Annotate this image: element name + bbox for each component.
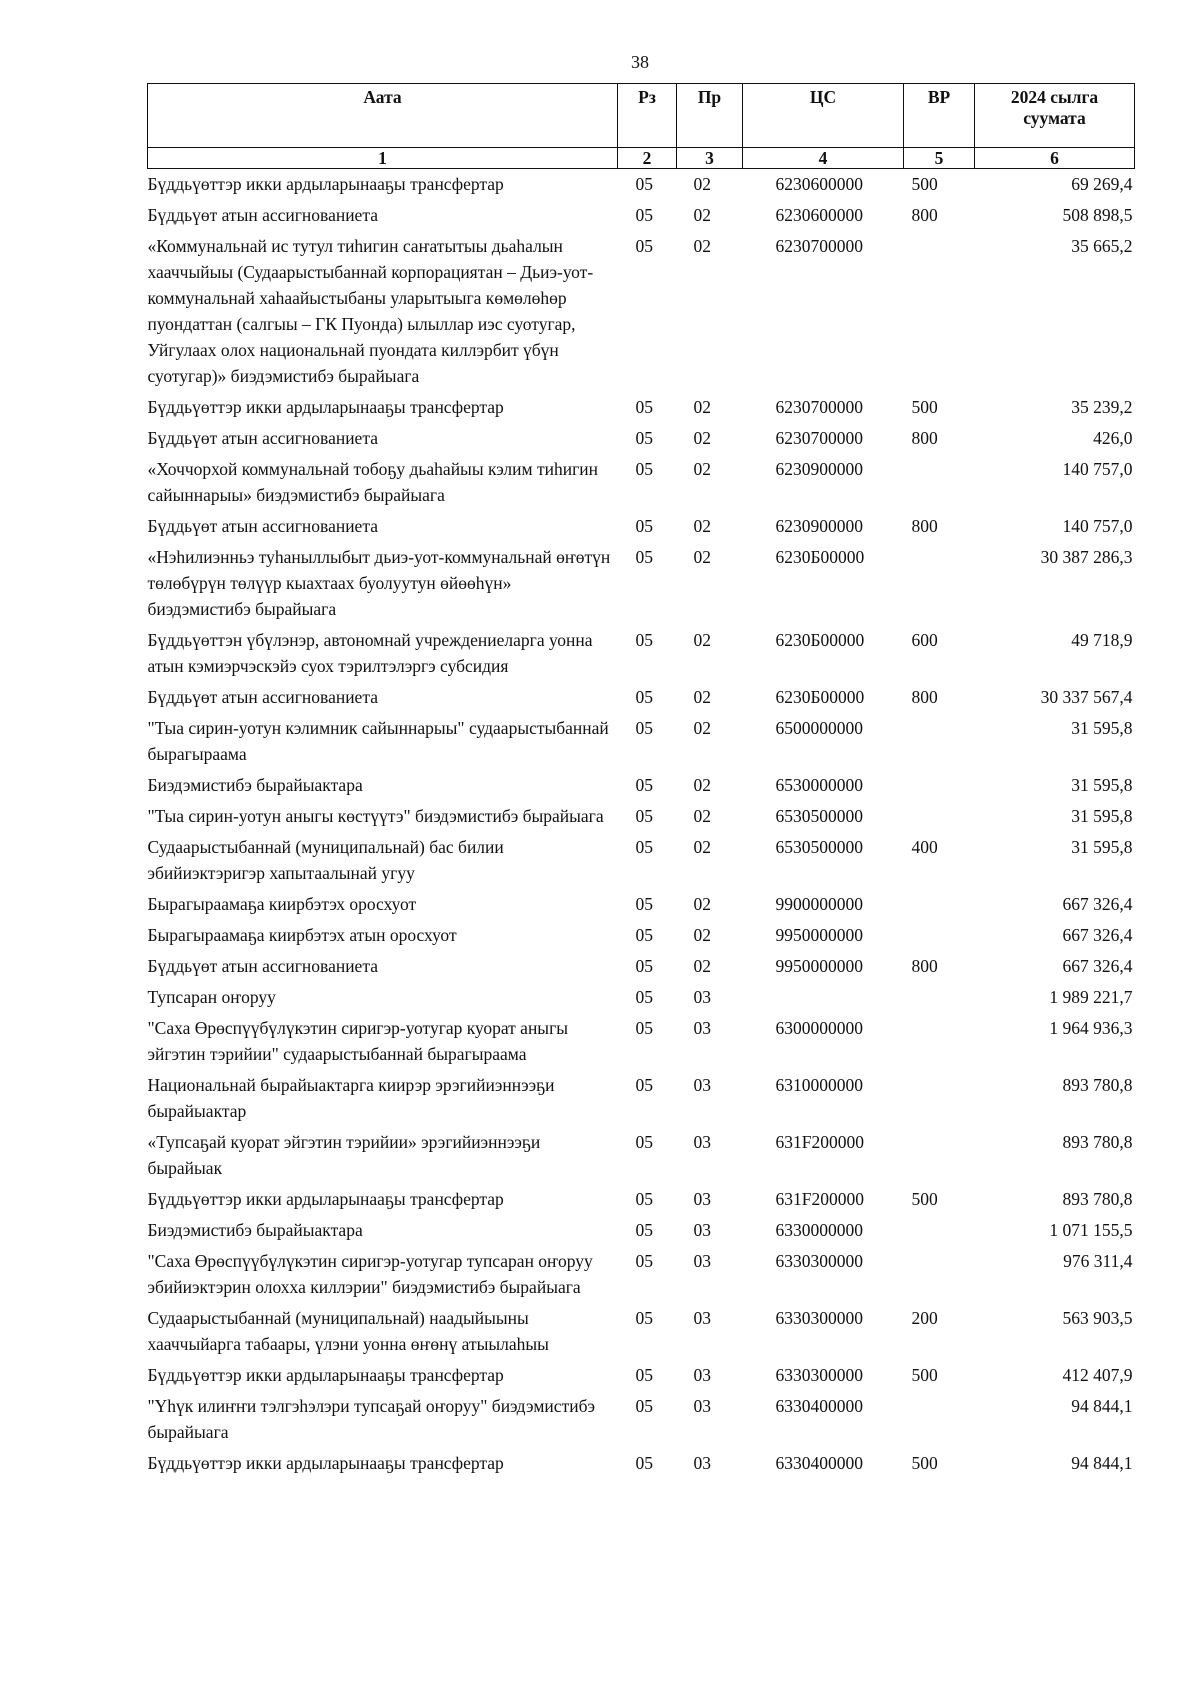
row-pr: 03 bbox=[693, 1308, 711, 1328]
row-cs: 6500000000 bbox=[775, 718, 863, 738]
row-cs: 6530500000 bbox=[775, 806, 863, 826]
row-vr: 500 bbox=[911, 1453, 938, 1473]
row-rz: 05 bbox=[635, 630, 653, 650]
table-row bbox=[148, 1360, 1135, 1391]
row-vr: 800 bbox=[911, 205, 938, 225]
row-name: Бырагыраамаҕа киирбэтэх атын оросхуот bbox=[147, 925, 457, 945]
row-sum: 1 071 155,5 bbox=[1049, 1220, 1133, 1240]
table-row bbox=[148, 1303, 1135, 1360]
table-row bbox=[148, 200, 1135, 231]
row-cs: 6230Б00000 bbox=[775, 547, 865, 567]
row-pr: 03 bbox=[693, 1251, 711, 1271]
row-cs: 6530000000 bbox=[775, 775, 863, 795]
row-cs: 6230700000 bbox=[775, 428, 863, 448]
row-name: Биэдэмистибэ бырайыактара bbox=[147, 775, 363, 795]
row-pr: 02 bbox=[693, 547, 711, 567]
row-name: "Үһүк илиҥҥи тэлгэһэлэри тупсаҕай оҥоруу" биэдэмистибэ бырайыага bbox=[147, 1396, 595, 1442]
row-rz: 05 bbox=[635, 775, 653, 795]
column-number: 5 bbox=[904, 148, 975, 169]
row-rz: 05 bbox=[635, 547, 653, 567]
row-pr: 03 bbox=[693, 1220, 711, 1240]
row-cs: 6330300000 bbox=[775, 1365, 863, 1385]
row-name: «Хоччорхой коммунальнай тобоҕу дьаһайыы кэлим тиһигин сайыннарыы» биэдэмистибэ бырайыага bbox=[147, 459, 598, 505]
row-name: Судаарыстыбаннай (муниципальнай) наадыйыыны хааччыйарга табаары, үлэни уонна өҥөнү атыылаһыы bbox=[147, 1308, 549, 1354]
row-sum: 94 844,1 bbox=[1071, 1453, 1133, 1473]
row-cs bbox=[743, 982, 904, 1013]
table-row bbox=[148, 832, 1135, 889]
row-cs: 6330300000 bbox=[775, 1308, 863, 1328]
row-pr: 03 bbox=[693, 1396, 711, 1416]
row-vr: 400 bbox=[911, 837, 938, 857]
row-rz: 05 bbox=[635, 1075, 653, 1095]
row-vr bbox=[904, 801, 975, 832]
row-pr: 02 bbox=[693, 956, 711, 976]
row-pr: 02 bbox=[693, 894, 711, 914]
row-cs: 6330000000 bbox=[775, 1220, 863, 1240]
row-cs: 9950000000 bbox=[775, 925, 863, 945]
row-cs: 6310000000 bbox=[775, 1075, 863, 1095]
row-name: Бүддьүөт атын ассигнованиета bbox=[147, 205, 378, 225]
row-name: Бүддьүөт атын ассигнованиета bbox=[147, 516, 378, 536]
row-rz: 05 bbox=[635, 397, 653, 417]
row-vr bbox=[904, 1215, 975, 1246]
row-cs: 6230900000 bbox=[775, 459, 863, 479]
row-pr: 02 bbox=[693, 174, 711, 194]
row-name: "Саха Өрөспүүбүлүкэтин сиригэр-уотугар куорат аныгы эйгэтин тэрийии" судаарыстыбаннай бырагыраама bbox=[147, 1018, 569, 1064]
row-vr bbox=[904, 713, 975, 770]
row-rz: 05 bbox=[635, 516, 653, 536]
row-sum: 976 311,4 bbox=[1063, 1251, 1133, 1271]
row-vr bbox=[904, 889, 975, 920]
row-sum: 893 780,8 bbox=[1062, 1075, 1133, 1095]
row-pr: 02 bbox=[693, 806, 711, 826]
row-sum: 30 387 286,3 bbox=[1040, 547, 1133, 567]
table-row bbox=[148, 511, 1135, 542]
row-name: Бүддьүөттэр икки ардыларынааҕы трансфертар bbox=[147, 1453, 504, 1473]
table-body bbox=[148, 169, 1135, 1480]
row-pr: 02 bbox=[693, 718, 711, 738]
row-vr: 800 bbox=[911, 516, 938, 536]
table-row bbox=[148, 920, 1135, 951]
table-header-row bbox=[148, 84, 1135, 148]
row-cs: 6330300000 bbox=[775, 1251, 863, 1271]
row-vr bbox=[904, 770, 975, 801]
row-sum: 35 239,2 bbox=[1071, 397, 1133, 417]
table-row bbox=[148, 1215, 1135, 1246]
row-rz: 05 bbox=[635, 236, 653, 256]
row-name: Бүддьүөттэр икки ардыларынааҕы трансфертар bbox=[147, 1189, 504, 1209]
row-cs: 6530500000 bbox=[775, 837, 863, 857]
table-row bbox=[148, 1070, 1135, 1127]
row-sum: 31 595,8 bbox=[1071, 718, 1133, 738]
row-rz: 05 bbox=[635, 1132, 653, 1152]
row-sum: 426,0 bbox=[1093, 428, 1133, 448]
row-name: Бүддьүөттэр икки ардыларынааҕы трансфертар bbox=[147, 174, 504, 194]
row-sum: 35 665,2 bbox=[1071, 236, 1133, 256]
row-cs: 6230600000 bbox=[775, 205, 863, 225]
row-pr: 02 bbox=[693, 775, 711, 795]
row-vr: 500 bbox=[911, 174, 938, 194]
table-row bbox=[148, 169, 1135, 201]
row-sum: 563 903,5 bbox=[1062, 1308, 1133, 1328]
table-row bbox=[148, 1391, 1135, 1448]
row-name: "Тыа сирин-уотун кэлимник сайыннарыы" судаарыстыбаннай бырагыраама bbox=[147, 718, 609, 764]
row-name: Бүддьүөттэр икки ардыларынааҕы трансфертар bbox=[147, 397, 504, 417]
table-row bbox=[148, 982, 1135, 1013]
column-number: 6 bbox=[975, 148, 1135, 169]
row-pr: 03 bbox=[693, 1132, 711, 1152]
row-vr bbox=[904, 1013, 975, 1070]
row-vr: 800 bbox=[911, 956, 938, 976]
row-rz: 05 bbox=[635, 205, 653, 225]
table-row bbox=[148, 231, 1135, 392]
row-rz: 05 bbox=[635, 174, 653, 194]
column-number: 3 bbox=[677, 148, 743, 169]
row-cs: 9950000000 bbox=[775, 956, 863, 976]
row-cs: 6230Б00000 bbox=[775, 687, 865, 707]
row-sum: 30 337 567,4 bbox=[1040, 687, 1133, 707]
row-name: «Коммунальнай ис тутул тиһигин саҥатытыы дьаһалын хааччыйыы (Судаарыстыбаннай корпорациятан – Дьиэ-уот-коммунальнай хаһаайыстыбаны уларытыыга көмөлөһөр пуондаттан (салгыы – ГК Пуонда) ылыллар иэс суотугар, Уйгулаах олох национальнай пуондата киллэрбит үбүн суотугар)» биэдэмистибэ бырайыага bbox=[147, 236, 594, 386]
row-pr: 02 bbox=[693, 397, 711, 417]
row-name: Бүддьүөттэн үбүлэнэр, автономнай учреждениеларга уонна атын кэмиэрчэскэйэ суох тэрилтэлэргэ субсидия bbox=[147, 630, 593, 676]
row-sum: 667 326,4 bbox=[1062, 894, 1133, 914]
row-rz: 05 bbox=[635, 428, 653, 448]
row-rz: 05 bbox=[635, 1220, 653, 1240]
row-pr: 02 bbox=[693, 516, 711, 536]
row-vr: 200 bbox=[911, 1308, 938, 1328]
row-pr: 03 bbox=[693, 1365, 711, 1385]
row-rz: 05 bbox=[635, 1189, 653, 1209]
column-number: 1 bbox=[148, 148, 618, 169]
row-pr: 03 bbox=[693, 1453, 711, 1473]
row-sum: 1 989 221,7 bbox=[1049, 987, 1133, 1007]
row-sum: 667 326,4 bbox=[1062, 925, 1133, 945]
row-name: Бырагыраамаҕа киирбэтэх оросхуот bbox=[147, 894, 417, 914]
row-rz: 05 bbox=[635, 806, 653, 826]
table-row bbox=[148, 770, 1135, 801]
table-row bbox=[148, 423, 1135, 454]
row-name: "Тыа сирин-уотун аныгы көстүүтэ" биэдэмистибэ бырайыага bbox=[147, 806, 604, 826]
row-vr: 600 bbox=[911, 630, 938, 650]
row-vr: 500 bbox=[911, 1365, 938, 1385]
row-rz: 05 bbox=[635, 1251, 653, 1271]
row-rz: 05 bbox=[635, 1396, 653, 1416]
row-sum: 69 269,4 bbox=[1071, 174, 1133, 194]
table-row bbox=[148, 454, 1135, 511]
row-vr bbox=[904, 1070, 975, 1127]
row-cs: 6230600000 bbox=[775, 174, 863, 194]
row-vr bbox=[904, 1127, 975, 1184]
header-name: Аата bbox=[148, 84, 618, 148]
row-rz: 05 bbox=[635, 894, 653, 914]
row-pr: 03 bbox=[693, 1018, 711, 1038]
row-cs: 6230700000 bbox=[775, 236, 863, 256]
row-vr: 800 bbox=[911, 687, 938, 707]
row-name: Бүддьүөт атын ассигнованиета bbox=[147, 956, 378, 976]
row-rz: 05 bbox=[635, 459, 653, 479]
row-name: Бүддьүөттэр икки ардыларынааҕы трансфертар bbox=[147, 1365, 504, 1385]
row-sum: 31 595,8 bbox=[1071, 837, 1133, 857]
table-row bbox=[148, 1184, 1135, 1215]
row-name: Судаарыстыбаннай (муниципальнай) бас билии эбийиэктэригэр хапытаалынай угуу bbox=[147, 837, 504, 883]
table-row bbox=[148, 1246, 1135, 1303]
row-cs: 631F200000 bbox=[775, 1189, 864, 1209]
row-cs: 6230700000 bbox=[775, 397, 863, 417]
row-cs: 6330400000 bbox=[775, 1396, 863, 1416]
row-sum: 893 780,8 bbox=[1062, 1132, 1133, 1152]
row-vr bbox=[904, 454, 975, 511]
row-cs: 9900000000 bbox=[775, 894, 863, 914]
table-row bbox=[148, 682, 1135, 713]
header-rz: Рз bbox=[618, 84, 677, 148]
column-number-row bbox=[148, 148, 1135, 169]
row-rz: 05 bbox=[635, 1365, 653, 1385]
row-pr: 03 bbox=[693, 1189, 711, 1209]
table-row bbox=[148, 889, 1135, 920]
row-cs: 6230900000 bbox=[775, 516, 863, 536]
row-vr bbox=[904, 1391, 975, 1448]
row-rz: 05 bbox=[635, 837, 653, 857]
row-rz: 05 bbox=[635, 956, 653, 976]
row-pr: 03 bbox=[693, 987, 711, 1007]
page-number: 38 bbox=[631, 52, 649, 72]
row-name: Бүддьүөт атын ассигнованиета bbox=[147, 428, 378, 448]
row-name: Бүддьүөт атын ассигнованиета bbox=[147, 687, 378, 707]
table-row bbox=[148, 625, 1135, 682]
row-sum: 508 898,5 bbox=[1062, 205, 1133, 225]
row-name: Национальнай бырайыактарга киирэр эрэгийиэннээҕи бырайыактар bbox=[147, 1075, 555, 1121]
row-sum: 94 844,1 bbox=[1071, 1396, 1133, 1416]
row-pr: 02 bbox=[693, 205, 711, 225]
table-row bbox=[148, 801, 1135, 832]
row-sum: 31 595,8 bbox=[1071, 775, 1133, 795]
row-rz: 05 bbox=[635, 925, 653, 945]
budget-table bbox=[147, 83, 1135, 1479]
row-pr: 02 bbox=[693, 236, 711, 256]
row-name: «Нэһилиэнньэ туһаныллыбыт дьиэ-уот-коммунальнай өҥөтүн төлөбүрүн төлүүр кыахтаах буолуутун өйөөһүн» биэдэмистибэ бырайыага bbox=[147, 547, 611, 619]
row-pr: 02 bbox=[693, 459, 711, 479]
row-pr: 02 bbox=[693, 687, 711, 707]
table-row bbox=[148, 1448, 1135, 1479]
table-row bbox=[148, 1127, 1135, 1184]
row-name: Биэдэмистибэ бырайыактара bbox=[147, 1220, 363, 1240]
header-pr: Пр bbox=[677, 84, 743, 148]
row-sum: 140 757,0 bbox=[1062, 516, 1133, 536]
header-cs: ЦС bbox=[743, 84, 904, 148]
row-name: Тупсаран оҥоруу bbox=[147, 987, 276, 1007]
row-vr bbox=[904, 231, 975, 392]
row-cs: 6300000000 bbox=[775, 1018, 863, 1038]
table-row bbox=[148, 713, 1135, 770]
row-sum: 1 964 936,3 bbox=[1049, 1018, 1133, 1038]
row-sum: 893 780,8 bbox=[1062, 1189, 1133, 1209]
column-number: 4 bbox=[743, 148, 904, 169]
row-vr bbox=[904, 542, 975, 625]
row-vr: 500 bbox=[911, 1189, 938, 1209]
row-cs: 631F200000 bbox=[775, 1132, 864, 1152]
row-cs: 6330400000 bbox=[775, 1453, 863, 1473]
row-rz: 05 bbox=[635, 1453, 653, 1473]
table-row bbox=[148, 392, 1135, 423]
row-name: "Саха Өрөспүүбүлүкэтин сиригэр-уотугар тупсаран оҥоруу эбийиэктэрин олохха киллэрии" биэдэмистибэ бырайыага bbox=[147, 1251, 593, 1297]
header-vr: ВР bbox=[904, 84, 975, 148]
row-rz: 05 bbox=[635, 687, 653, 707]
row-sum: 31 595,8 bbox=[1071, 806, 1133, 826]
table-row bbox=[148, 542, 1135, 625]
row-pr: 02 bbox=[693, 925, 711, 945]
row-cs: 6230Б00000 bbox=[775, 630, 865, 650]
row-rz: 05 bbox=[635, 987, 653, 1007]
row-name: «Тупсаҕай куорат эйгэтин тэрийии» эрэгийиэннээҕи бырайыак bbox=[147, 1132, 541, 1178]
row-vr bbox=[904, 982, 975, 1013]
row-pr: 02 bbox=[693, 428, 711, 448]
row-pr: 02 bbox=[693, 837, 711, 857]
row-pr: 03 bbox=[693, 1075, 711, 1095]
row-rz: 05 bbox=[635, 718, 653, 738]
row-vr: 800 bbox=[911, 428, 938, 448]
table-row bbox=[148, 1013, 1135, 1070]
header-sum-2024: 2024 сылга суумата bbox=[975, 84, 1135, 148]
row-rz: 05 bbox=[635, 1018, 653, 1038]
row-vr bbox=[904, 1246, 975, 1303]
row-sum: 49 718,9 bbox=[1071, 630, 1133, 650]
row-sum: 412 407,9 bbox=[1062, 1365, 1133, 1385]
table-row bbox=[148, 951, 1135, 982]
row-pr: 02 bbox=[693, 630, 711, 650]
row-vr bbox=[904, 920, 975, 951]
column-number: 2 bbox=[618, 148, 677, 169]
row-rz: 05 bbox=[635, 1308, 653, 1328]
row-sum: 667 326,4 bbox=[1062, 956, 1133, 976]
row-sum: 140 757,0 bbox=[1062, 459, 1133, 479]
row-vr: 500 bbox=[911, 397, 938, 417]
